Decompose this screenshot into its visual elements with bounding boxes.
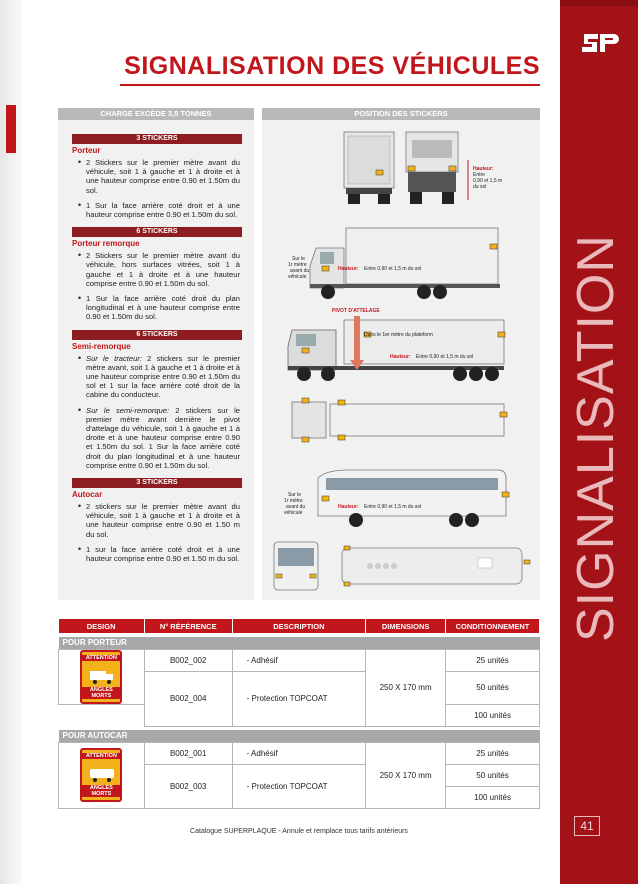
porteur-rear-view — [344, 132, 394, 204]
premier-metre-label: 1r mètre — [288, 262, 307, 268]
sticker-icon — [490, 244, 497, 249]
col-description: DESCRIPTION — [232, 619, 366, 633]
du-sol-label: du sol — [473, 184, 487, 190]
section-semi-remorque — [58, 330, 254, 470]
badge-bottom — [82, 687, 120, 699]
autocar-front-view — [274, 542, 318, 590]
bullet-text: 2 stickers sur le premier mètre avant derrière le pivot d'attelage du véhicule, soit 1 à gauche et 1 à droite et à une hauteur comprise entre 0.90 et 1.50m du sol. 1 Sur la face arrière coté droit du plan longitudinal et à une hauteur comprise entre 0.90 et 1.50m du sol. — [86, 405, 240, 470]
position-panel-header: POSITION DES STICKERS — [262, 108, 540, 120]
section-porteur-remorque — [58, 227, 254, 321]
charge-panel — [58, 108, 254, 600]
design-cell — [59, 742, 145, 808]
truck-icon — [88, 667, 116, 685]
list-item — [78, 354, 240, 400]
list-item: • 2 Stickers sur le premier mètre avant du véhicule, soit 1 à gauche et 1 à droite et à une hauteur comprise entre 0.90 et 1.50m du sol. — [78, 158, 240, 195]
hauteur-line-label: Hauteur: — [338, 266, 359, 272]
page-number: 41 — [574, 816, 600, 836]
col-design: DESIGN — [59, 619, 145, 633]
sticker-icon — [322, 496, 329, 501]
section-title: Porteur remorque — [72, 239, 140, 249]
sticker-icon — [322, 266, 329, 271]
sticker-icon — [524, 560, 530, 564]
porteur-remorque-side-view — [310, 228, 500, 299]
list-item: • 1 Sur la face arrière coté droit du plan longitudinal et à une hauteur comprise entre 0.90 et 1.50m du sol. — [78, 294, 240, 322]
left-edge-mark — [6, 105, 16, 153]
badge-top-text: ATTENTION — [82, 753, 120, 759]
section-bar: 6 STICKERS — [72, 330, 242, 340]
sticker-icon — [502, 492, 509, 497]
badge-bottom-text-2: MORTS — [91, 791, 112, 797]
hauteur-line-text: Entre 0,90 et 1,5 m du sol — [416, 354, 474, 360]
avant-du-label: avant du — [290, 268, 310, 274]
hauteur-line-label: Hauteur: — [390, 354, 411, 360]
sticker-icon — [408, 166, 415, 171]
description-cell: - Adhésif — [232, 742, 366, 764]
conditioning-cell: 50 unités — [446, 764, 540, 786]
reference-cell: B002_003 — [144, 764, 232, 808]
badge-bottom-text-2: MORTS — [91, 692, 112, 699]
vehicule-label: véhicule — [288, 274, 307, 280]
design-cell — [59, 649, 145, 704]
entre-label: Entre — [473, 172, 485, 178]
porteur-front-view — [406, 132, 458, 204]
description-cell: - Protection TOPCOAT — [232, 764, 366, 808]
sticker-icon — [338, 400, 345, 405]
sticker-icon — [310, 574, 316, 578]
sticker-icon — [344, 546, 350, 550]
vehicule-label: véhicule — [284, 510, 303, 516]
list-item: • 2 stickers sur le premier mètre avant du véhicule, soit 1 à gauche et 1 à droite et à une hauteur comprise entre 0.90 et 1.50 m du sol. — [78, 502, 240, 539]
reference-cell: B002_002 — [144, 649, 232, 671]
sticker-icon — [498, 332, 505, 337]
list-item — [78, 406, 240, 470]
page-title: SIGNALISATION DES VÉHICULES — [124, 52, 540, 80]
section-autocar — [58, 478, 254, 563]
col-reference: N° RÉFÉRENCE — [144, 619, 232, 633]
autocar-side-view — [318, 470, 509, 527]
section-bar: 6 STICKERS — [72, 227, 242, 237]
bus-icon — [88, 765, 116, 783]
section-bar: 3 STICKERS — [72, 134, 242, 144]
hauteur-label: Hauteur: — [473, 166, 494, 172]
list-item: • 1 sur la face arrière coté droit et à une hauteur comprise entre 0.90 et 1.50 m du sol. — [78, 545, 240, 563]
empty-cell — [59, 704, 145, 726]
bullet-text: 2 stickers sur le premier mètre avant, soit 1 à gauche et 1 à droite et à une hauteur comprise entre 0.90 et 1.50m du sol et 1 sur la face arrière coté droit de la cabine du conducteur. — [86, 353, 240, 400]
section-porteur — [58, 134, 254, 219]
semi-remorque-side-view — [288, 316, 505, 381]
autocar-top-view — [342, 546, 530, 586]
plateform-label: Dans le 1er mètre du plateform — [364, 332, 433, 338]
product-table — [58, 619, 540, 809]
section-bar: 3 STICKERS — [72, 478, 242, 488]
premier-metre-label: 1r mètre — [284, 498, 303, 504]
group-row — [59, 637, 540, 649]
avant-du-label: avant du — [286, 504, 306, 510]
pivot-label: PIVOT D'ATTELAGE — [332, 308, 380, 314]
badge-bottom-text-1: ANGLES — [89, 785, 113, 791]
group-name: POUR PORTEUR — [59, 637, 540, 649]
badge-top-text: ATTENTION — [82, 655, 120, 661]
list-item: • 2 Stickers sur le premier mètre avant du véhicule, hors surfaces vitrées, soit 1 à gauche et 1 à droite et à une hauteur comprise entre 0.90 et 1.50m du sol. — [78, 251, 240, 288]
sticker-icon — [302, 348, 309, 353]
bullet-list — [78, 158, 240, 219]
sticker-icon — [344, 582, 350, 586]
badge-bottom-text-1: ANGLES — [89, 686, 113, 693]
reference-cell: B002_001 — [144, 742, 232, 764]
table-header-row — [59, 619, 540, 633]
hauteur-line-text: Entre 0,90 et 1,5 m du sol — [364, 504, 422, 510]
sticker-icon — [302, 437, 309, 442]
angles-morts-badge-icon — [80, 650, 122, 704]
col-dimensions: DIMENSIONS — [366, 619, 446, 633]
reference-cell: B002_004 — [144, 671, 232, 726]
sur-le-label: Sur le — [292, 256, 306, 262]
conditioning-cell: 100 unités — [446, 704, 540, 726]
sticker-icon — [276, 574, 282, 578]
section-title: Porteur — [72, 146, 101, 155]
dimensions-cell: 250 X 170 mm — [366, 649, 446, 726]
position-panel — [262, 108, 540, 600]
table-row — [59, 649, 540, 671]
section-title: Semi-remorque — [72, 341, 131, 351]
sticker-icon — [376, 170, 383, 175]
bullet-list — [78, 502, 240, 563]
conditioning-cell: 25 unités — [446, 742, 540, 764]
badge-bottom — [82, 785, 120, 797]
bullet-list — [78, 251, 240, 321]
left-edge-strip — [0, 0, 22, 884]
sticker-icon — [500, 412, 507, 417]
semi-remorque-top-view — [292, 398, 507, 442]
entre-values-label: 0,90 et 1,5 m — [473, 178, 503, 184]
dimensions-cell: 250 X 170 mm — [366, 742, 446, 808]
footer-text: Catalogue SUPERPLAQUE - Annule et remplace tous tarifs antérieurs — [190, 828, 408, 835]
section-title: Autocar — [72, 490, 103, 500]
description-cell: - Adhésif — [232, 649, 366, 671]
hauteur-line-label: Hauteur: — [338, 504, 359, 510]
bullet-lead: Sur le semi-remorque: — [86, 405, 170, 415]
sur-le-label: Sur le — [288, 492, 302, 498]
list-item: • 1 Sur la face arrière coté droit et à une hauteur comprise entre 0.90 et 1.50m du sol. — [78, 201, 240, 219]
sticker-icon — [338, 435, 345, 440]
col-conditionnement: CONDITIONNEMENT — [446, 619, 540, 633]
conditioning-cell: 100 unités — [446, 786, 540, 808]
sticker-icon — [302, 398, 309, 403]
charge-panel-header: CHARGE EXCÈDE 3,5 TONNES — [58, 108, 254, 120]
group-row — [59, 730, 540, 742]
bullet-lead: Sur le tracteur: — [86, 353, 142, 363]
bullet-list — [78, 354, 240, 470]
table-row — [59, 742, 540, 764]
superplaque-logo-icon — [576, 30, 622, 56]
title-rule — [120, 84, 540, 86]
sticker-icon — [449, 166, 456, 171]
angles-morts-badge-icon — [80, 748, 122, 802]
group-name: POUR AUTOCAR — [59, 730, 540, 742]
conditioning-cell: 25 unités — [446, 649, 540, 671]
band-top-panel — [560, 0, 638, 6]
description-cell: - Protection TOPCOAT — [232, 671, 366, 726]
side-word: SIGNALISATION — [567, 234, 625, 642]
conditioning-cell: 50 unités — [446, 671, 540, 704]
vehicle-illustrations — [262, 120, 540, 600]
hauteur-line-text: Entre 0,90 et 1,5 m du sol — [364, 266, 422, 272]
